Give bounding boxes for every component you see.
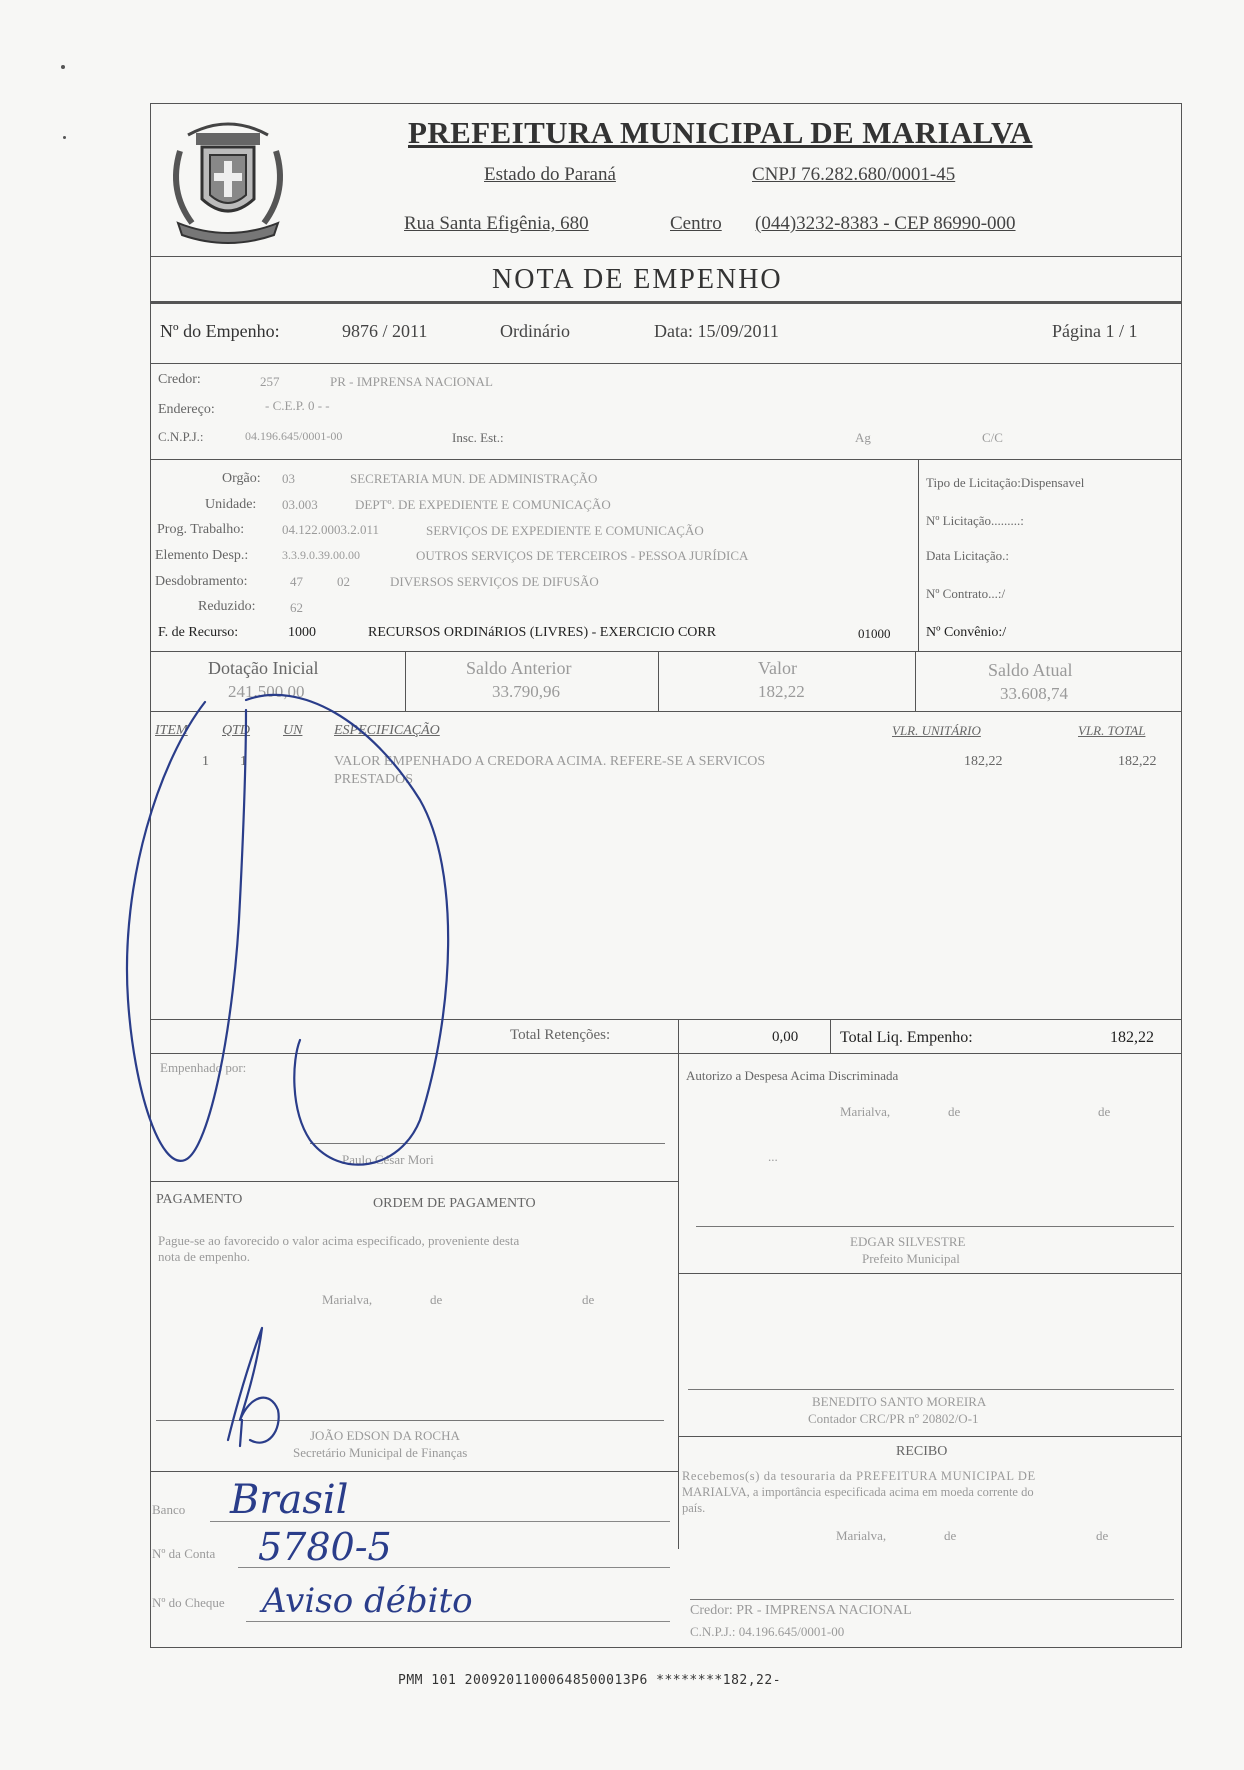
reduzido-label: Reduzido: <box>198 599 256 614</box>
item-total-value: 182,22 <box>1118 754 1157 769</box>
unidade-label: Unidade: <box>205 497 257 512</box>
banco-label: Banco <box>152 1502 186 1517</box>
unidade-code: 03.003 <box>282 497 318 512</box>
contador-role: Contador CRC/PR nº 20802/O-1 <box>808 1411 979 1426</box>
saldo-atual-label: Saldo Atual <box>988 660 1073 680</box>
pagamento-label: PAGAMENTO <box>156 1192 243 1207</box>
ordem-pagamento-label: ORDEM DE PAGAMENTO <box>373 1196 536 1211</box>
dotacao-value: 241.500,00 <box>228 682 305 701</box>
retencoes-label: Total Retenções: <box>510 1027 611 1043</box>
item-number: 1 <box>202 754 209 769</box>
recibo-text-line3: país. <box>682 1501 706 1515</box>
valor-value: 182,22 <box>758 682 805 701</box>
address-label: Endereço: <box>158 402 215 417</box>
desdobramento-name: DIVERSOS SERVIÇOS DE DIFUSÃO <box>390 574 599 589</box>
ag-label: Ag <box>855 430 871 445</box>
pagamento-place: Marialva, <box>322 1292 373 1307</box>
saldo-atual-value: 33.608,74 <box>1000 684 1068 703</box>
large-loop-signature-2 <box>246 695 448 1165</box>
credor-name: PR - IMPRENSA NACIONAL <box>330 374 493 389</box>
banco-handwritten: Brasil <box>230 1477 349 1523</box>
cc-label: C/C <box>982 430 1003 445</box>
recibo-de1: de <box>944 1528 957 1543</box>
contador-name: BENEDITO SANTO MOREIRA <box>812 1394 987 1409</box>
conta-handwritten: 5780-5 <box>258 1525 392 1569</box>
autorizo-de1: de <box>948 1104 961 1119</box>
unidade-name: DEPTº. DE EXPEDIENTE E COMUNICAÇÃO <box>355 497 611 512</box>
recurso-number: 01000 <box>858 626 891 641</box>
secretario-name: JOÃO EDSON DA ROCHA <box>310 1428 460 1443</box>
autorizo-de2: de <box>1098 1104 1111 1119</box>
autorizo-place: Marialva, <box>840 1104 891 1119</box>
prefeito-name: EDGAR SILVESTRE <box>850 1234 966 1249</box>
pagamento-de2: de <box>582 1292 595 1307</box>
desdobramento-label: Desdobramento: <box>155 574 248 589</box>
page-number: Página 1 / 1 <box>1052 321 1138 341</box>
col-especificacao: ESPECIFICAÇÃO <box>334 723 440 738</box>
recibo-label: RECIBO <box>896 1444 948 1459</box>
pagamento-text-line2: nota de empenho. <box>158 1249 251 1264</box>
data-licitacao: Data Licitação.: <box>926 548 1010 563</box>
col-un: UN <box>283 723 303 738</box>
item-qtd: 1 <box>240 754 247 769</box>
liquido-label: Total Liq. Empenho: <box>840 1029 973 1046</box>
credor-cnpj: 04.196.645/0001-00 <box>245 429 343 443</box>
prog-label: Prog. Trabalho: <box>157 522 245 537</box>
recurso-label: F. de Recurso: <box>158 625 239 640</box>
conta-label: Nº da Conta <box>152 1546 216 1561</box>
header-cnpj: CNPJ 76.282.680/0001-45 <box>752 164 956 185</box>
elemento-code: 3.3.9.0.39.00.00 <box>282 548 360 562</box>
autorizo-label: Autorizo a Despesa Acima Discriminada <box>686 1068 899 1083</box>
autorizo-ellipsis: ... <box>768 1149 778 1164</box>
document-barcode-line: PMM 101 20092011000648500013P6 ********182,22- <box>398 1673 782 1688</box>
empenhado-name: Paulo César Mori <box>342 1152 434 1167</box>
pagamento-de1: de <box>430 1292 443 1307</box>
retencoes-value: 0,00 <box>772 1029 799 1045</box>
desdobramento-code: 47 <box>290 574 303 589</box>
address-value: - C.E.P. 0 - - <box>265 398 330 413</box>
cheque-label: Nº do Cheque <box>152 1595 225 1610</box>
initial-signature <box>228 1328 279 1446</box>
empenho-date: Data: 15/09/2011 <box>654 321 779 341</box>
empenhado-label: Empenhado por: <box>160 1060 247 1075</box>
tipo-licitacao: Tipo de Licitação:Dispensavel <box>926 475 1085 490</box>
header-phone-cep: (044)3232-8383 - CEP 86990-000 <box>755 213 1016 234</box>
saldo-anterior-label: Saldo Anterior <box>466 658 572 678</box>
prog-code: 04.122.0003.2.011 <box>282 522 380 537</box>
item-spec-line2: PRESTADOS <box>334 772 414 787</box>
reduzido-value: 62 <box>290 600 303 615</box>
elemento-label: Elemento Desp.: <box>155 548 249 563</box>
saldo-anterior-value: 33.790,96 <box>492 682 560 701</box>
empenho-number: 9876 / 2011 <box>342 321 428 341</box>
prog-name: SERVIÇOS DE EXPEDIENTE E COMUNICAÇÃO <box>426 523 704 538</box>
numero-convenio: Nº Convênio:/ <box>926 625 1007 640</box>
credor-code: 257 <box>260 374 280 389</box>
recibo-text-line1: Recebemos(s) da tesouraria da PREFEITURA MUNICIPAL DE <box>682 1469 1036 1483</box>
large-loop-signature <box>127 702 246 1161</box>
col-valor-total: VLR. TOTAL <box>1078 723 1146 738</box>
recibo-credor: Credor: PR - IMPRENSA NACIONAL <box>690 1603 912 1618</box>
recibo-de2: de <box>1096 1528 1109 1543</box>
credor-cnpj-label: C.N.P.J.: <box>158 429 204 444</box>
orgao-name: SECRETARIA MUN. DE ADMINISTRAÇÃO <box>350 471 598 486</box>
col-qtd: QTD <box>222 723 251 738</box>
orgao-label: Orgão: <box>222 471 261 486</box>
desdobramento-sub: 02 <box>337 574 350 589</box>
prefeito-role: Prefeito Municipal <box>862 1251 960 1266</box>
item-unit-value: 182,22 <box>964 754 1003 769</box>
cheque-handwritten: Aviso débito <box>262 1581 473 1621</box>
empenho-number-label: Nº do Empenho: <box>160 321 280 341</box>
recurso-name: RECURSOS ORDINáRIOS (LIVRES) - EXERCICIO CORR <box>368 625 717 640</box>
elemento-name: OUTROS SERVIÇOS DE TERCEIROS - PESSOA JURÍDICA <box>416 548 749 563</box>
dotacao-label: Dotação Inicial <box>208 658 319 678</box>
doc-title: NOTA DE EMPENHO <box>492 264 783 295</box>
header-district: Centro <box>670 213 722 234</box>
numero-contrato: Nº Contrato...:/ <box>926 586 1006 601</box>
valor-label: Valor <box>758 658 797 678</box>
header-street: Rua Santa Efigênia, 680 <box>404 213 589 234</box>
col-item: ITEM <box>155 723 188 738</box>
orgao-code: 03 <box>282 471 295 486</box>
credor-label: Credor: <box>158 372 201 387</box>
empenho-type: Ordinário <box>500 321 570 341</box>
recurso-code: 1000 <box>288 625 316 640</box>
numero-licitacao: Nº Licitação.........: <box>926 513 1024 528</box>
recibo-cnpj: C.N.P.J.: 04.196.645/0001-00 <box>690 1624 845 1639</box>
col-valor-unitario: VLR. UNITÁRIO <box>892 723 981 738</box>
secretario-role: Secretário Municipal de Finanças <box>293 1445 468 1460</box>
recibo-text-line2: MARIALVA, a importância especificada acima em moeda corrente do <box>682 1485 1034 1499</box>
liquido-value: 182,22 <box>1110 1029 1154 1046</box>
item-spec-line1: VALOR EMPENHADO A CREDORA ACIMA. REFERE-SE A SERVICOS <box>334 754 766 769</box>
insc-label: Insc. Est.: <box>452 430 504 445</box>
header-state: Estado do Paraná <box>484 164 616 185</box>
recibo-place: Marialva, <box>836 1528 887 1543</box>
pagamento-text-line1: Pague-se ao favorecido o valor acima especificado, proveniente desta <box>158 1233 520 1248</box>
page-title: PREFEITURA MUNICIPAL DE MARIALVA <box>408 115 1033 150</box>
